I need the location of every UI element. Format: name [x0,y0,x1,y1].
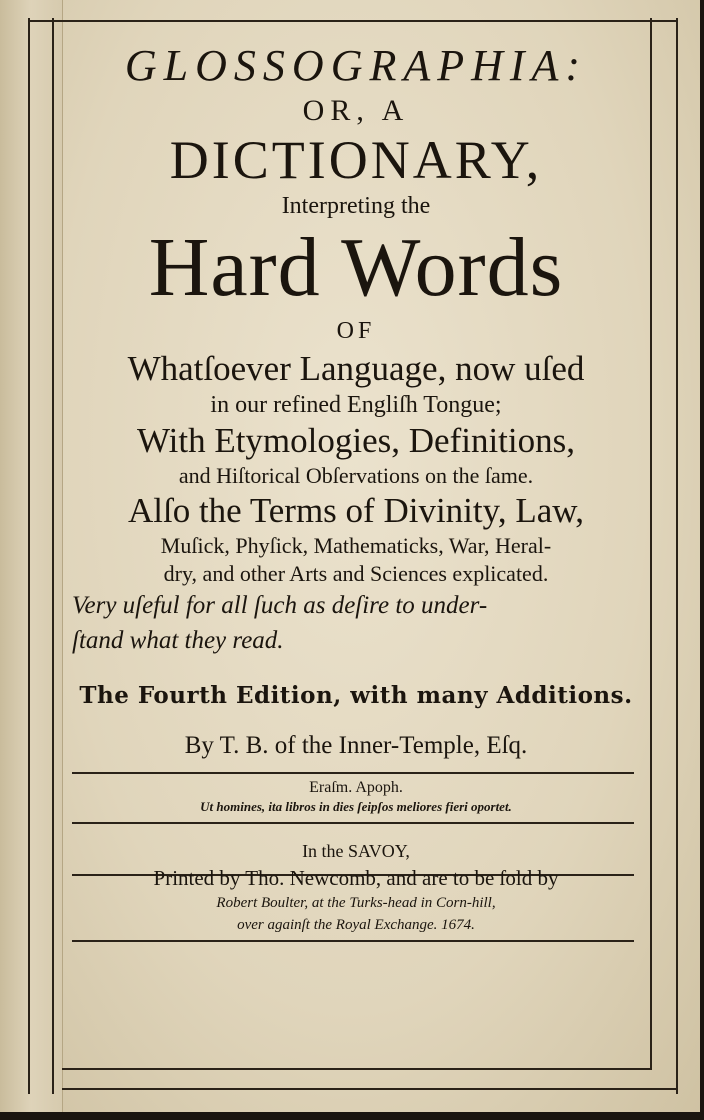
terms-line: Alſo the Terms of Divinity, Law, [127,491,585,530]
frame-rule-left-inner [52,18,54,1094]
motto-text: Ut homines, ita libros in dies ſeipſos meliores fieri oportet. [200,799,512,814]
etymologies-line: With Etymologies, Definitions, [137,421,575,460]
hard-words-heading: Hard Words [148,221,564,314]
refined-line: in our refined Engliſh Tongue; [210,392,502,418]
dictionary-heading: DICTIONARY, [169,130,543,190]
frame-rule-bottom [62,1068,652,1070]
book-title: GLOSSOGRAPHIA: [124,41,588,90]
frame-rule-top [28,20,678,22]
imprint-printer: Printed by Tho. Newcomb, and are to be ſold by [153,866,559,890]
divider-below-motto [72,940,634,942]
interpreting-line: Interpreting the [281,193,431,219]
subtitle-or-a: OR, A [302,94,410,127]
frame-rule-left-outer [28,18,30,1094]
edition-statement: The Fourth Edition, with many Additions. [79,682,633,709]
imprint-location: over againſt the Royal Exchange. 1674. [237,917,475,933]
frame-rule-right-outer [676,18,678,1094]
title-text-block [68,40,644,936]
historical-line: and Hiſtorical Obſervations on the ſame. [178,463,534,488]
imprint-seller: Robert Boulter, at the Turks-head in Corn-hill, [216,895,496,911]
whatsoever-line: Whatſoever Language, now uſed [127,349,585,388]
page-gutter [0,0,63,1112]
useful-line-2: ſtand what they read. [72,627,284,654]
of-line: OF [336,318,376,344]
motto-source: Eraſm. Apoph. [309,779,403,796]
dry-line: dry, and other Arts and Sciences explicated. [163,561,549,586]
author-statement: By T. B. of the Inner-Temple, Eſq. [184,732,528,759]
frame-rule-right-inner [650,18,652,1068]
musick-line: Muſick, Phyſick, Mathematicks, War, Heral- [160,533,552,558]
useful-line-1: Very uſeful for all ſuch as deſire to under- [72,592,488,619]
frame-rule-bottom-outer [62,1088,678,1090]
imprint-place: In the SAVOY, [302,841,410,861]
